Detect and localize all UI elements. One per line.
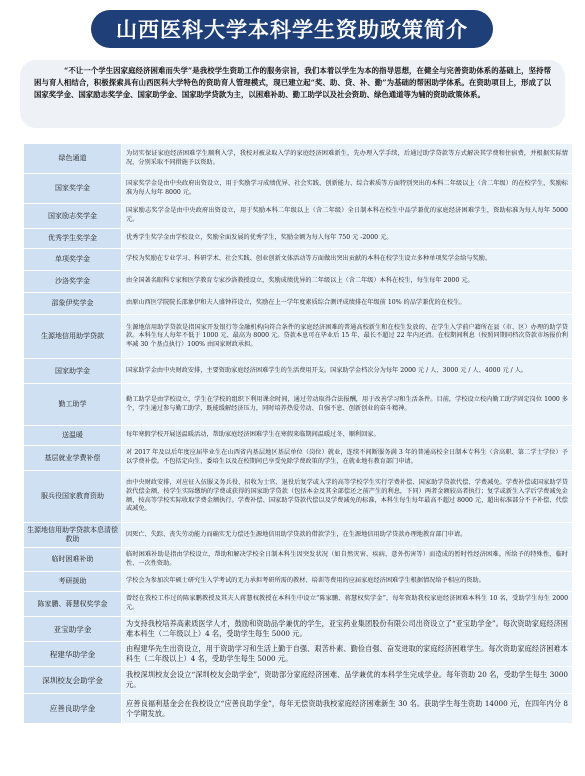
policy-row <box>24 667 572 694</box>
policy-description: 由原山西医学院院长邵象伊和夫人盛钟祥设立，奖励在上一学年度素质综合测评成绩排在年级前 10% 的品学兼优的在校生。 <box>122 293 572 314</box>
policy-row <box>24 144 572 174</box>
policy-name: 亚宝助学金 <box>24 617 122 641</box>
policy-row <box>24 426 572 446</box>
policy-name: 应善良助学金 <box>24 694 122 723</box>
policy-description: 为支持我校培养高素质医学人才，鼓励和资助品学兼优的学生，亚宝药业集团股份有限公司出资设立了“亚宝助学金”。每次资助家庭经济困难本科生（二年级以上）4 名，受助学生每生 5000 元。 <box>122 617 572 641</box>
policy-name: 服兵役国家教育资助 <box>24 471 122 522</box>
policy-description: 学校会为参加次年硕士研究生入学考试的无力承担考研所需的教材、培训等费用的应届家庭经济困难学生根据情况给予相应的资助。 <box>122 572 572 591</box>
policy-description: 由全国著名眼科专家和医学教育专家沙洛教授设立，奖励成绩优异的二年级以上（含二年级）本科在校生，每生每年 2000 元。 <box>122 271 572 292</box>
policy-description: 学校为奖励在专业学习、科研学术、社会实践、创业创新文体活动等方面做出突出贡献的本科在校学生设立多种单项奖学金给与奖励。 <box>122 249 572 270</box>
policy-description: 因死亡、失踪、丧失劳动能力而确实无力偿还生源地信用助学贷款的借款学生，在生源地信用助学贷款办理地教育部门申请。 <box>122 523 572 547</box>
intro-paragraph: “不让一个学生因家庭经济困难而失学”是我校学生资助工作的服务宗旨，我们本着以学生为本的指导思想，在健全与完善资助体系的基础上，坚持帮困与育人相结合，积极探索具有山西医科大学特色的资助育人管理模式，现已建立起“奖、助、贷、补、勤”为基础的帮困助学体系。在资助项目上，形成了以国家奖学金、国家励志奖学金、国家助学金、国家助学贷款为主，以困难补助、勤工助学以及社会资助、绿色通道等为辅的资助政策体系。 <box>20 60 565 128</box>
policy-description: 生源地信用助学贷款是指国家开发银行等金融机构向符合条件的家庭经济困难的普通高校新生和在校生发放的、在学生入学前户籍所在县（市、区）办理的助学贷款。本科生每人每年不低于 1000 元、最高为 8000 元。贷款本息可在毕业后 15 年、最长不超过 22 年内还清。在校期间利息（按照同期同档次贷款市场报价利率减 30 个基点执行）100% 由国家财政承担。 <box>122 315 572 358</box>
policy-description: 我校深圳校友会设立“深圳校友会助学金”，资助部分家庭经济困难、品学兼优的本科学生完成学业。每年资助 20 名，受助学生每生 3000 元。 <box>122 667 572 693</box>
policy-row <box>24 384 572 426</box>
policy-description: 每年寒假学校开展送温暖活动，帮助家庭经济困难学生在寒假来临期间温暖过冬、顺利回家。 <box>122 426 572 445</box>
policy-description: 由程建华先生出资设立，用于资助学习和生活上勤于自强、艰苦朴素、勤俭自强、奋发进取的家庭经济困难学生。每次资助家庭经济困难本科生（二年级以上）4 名，受助学生每生 5000 元。 <box>122 642 572 666</box>
policy-name: 勤工助学 <box>24 384 122 425</box>
policy-name: 国家奖学金 <box>24 174 122 203</box>
policy-name: 国家助学金 <box>24 359 122 383</box>
policy-name: 优秀学生奖学金 <box>24 229 122 248</box>
policy-row <box>24 642 572 667</box>
policy-name: 送温暖 <box>24 426 122 445</box>
policy-description: 为切实保证家庭经济困难学生顺利入学，我校对被录取入学的家庭经济困难新生，先办理入学手续，后通过助学贷款等方式解决其学费和住宿费，并根据实际情况，分别采取不同措施予以资助。 <box>122 144 572 173</box>
policy-row <box>24 471 572 523</box>
policy-row <box>24 293 572 315</box>
policy-row <box>24 523 572 548</box>
policy-row <box>24 204 572 229</box>
policy-description: 国家奖学金是由中央政府出资设立，用于奖励学习成绩优异、社会实践、创新能力、综合素质等方面特别突出的本科二年级以上（含二年级）的在校学生，奖励标准为每人每年 8000 元。 <box>122 174 572 203</box>
policy-name: 绿色通道 <box>24 144 122 173</box>
policy-name: 邵象伊奖学金 <box>24 293 122 314</box>
policy-name: 考研援助 <box>24 572 122 591</box>
policy-description: 优秀学生奖学金由学校设立，奖励全面发展的优秀学生，奖励金额为每人每年 750 元 -2000 元。 <box>122 229 572 248</box>
policy-row <box>24 617 572 642</box>
policy-name: 生源地信用助学贷款本息清偿救助 <box>24 523 122 547</box>
policy-name: 国家励志奖学金 <box>24 204 122 228</box>
policy-name: 沙洛奖学金 <box>24 271 122 292</box>
policy-description: 对 2017 年及以后年度应届毕业生在山西省内基层地区基层单位（岗位）就业，连续不间断服务满 3 年的普通高校全日制本专科生（含高职、第二学士学位）予以学费补偿。不包括定向生、委培生以及在校期间已享受免除学费政策的学生，在就业地有教育部门申请。 <box>122 446 572 470</box>
policy-description: 国家励志奖学金是由中央政府出资设立，用于奖励本科二年级以上（含二年级）全日制本科在校生中品学兼优的家庭经济困难学生，资助标准为每人每年 5000 元。 <box>122 204 572 228</box>
policy-row <box>24 592 572 617</box>
policy-row <box>24 315 572 359</box>
policy-row <box>24 271 572 293</box>
policy-row <box>24 446 572 471</box>
policy-name: 临时困难补助 <box>24 548 122 571</box>
policy-name: 程建华助学金 <box>24 642 122 666</box>
policy-name: 基层就业学费补偿 <box>24 446 122 470</box>
policy-description: 临时困难补助是指由学校设立，帮助和解决学校全日制本科生因突发状况（如自然灾害、疾病、意外伤害等）而造成的暂时性经济困难。所给予的特殊性、临时性、一次性资助。 <box>122 548 572 571</box>
policy-description: 由中央财政安排，对应征入伍服义务兵役、招收为士官、退役后复学或入学的高等学校学生实行学费补偿、国家助学贷款代偿、学费减免。学费补偿或国家助学贷款代偿金额，按学生实际缴纳的学费或获得的国家助学贷款（包括本金及其全部偿还之前产生的利息，下同）两者金额较高者执行；复学或新生入学后学费减免金额，按高等学校实际收取学费金额执行。学费补偿、国家助学贷款代偿以及学费减免的标准，本科生每生每年最高不超过 8000 元，超出标准部分不予补偿、代偿或减免。 <box>122 471 572 522</box>
policy-row <box>24 572 572 592</box>
policy-description: 勤工助学是由学校设立，学生在学校的组织下利用课余时间，通过劳动取得合法报酬，用于改善学习和生活条件。目前，学校设立校内勤工助学固定岗位 1000 多个，学生通过参与勤工助学，既能缓解经济压力，同时培养热爱劳动、自强不息、创新创业的奋斗精神。 <box>122 384 572 425</box>
policy-row <box>24 249 572 271</box>
policy-row <box>24 174 572 204</box>
policy-description: 国家助学金由中央财政安排，主要资助家庭经济困难学生的生活费用开支。国家助学金档次分为每年 2000 元 / 人、3000 元 / 人、4000 元 / 人。 <box>122 359 572 383</box>
page-title: 山西医科大学本科学生资助政策简介 <box>91 10 493 48</box>
policy-description: 曾经在我校工作过的陈家鹏教授及其夫人蒋慧权教授在本科生中设立“陈家鹏、蒋慧权奖学金”，每年资助我校家庭经济困难本科生 10 名，受助学生每生 2000 元。 <box>122 592 572 616</box>
policy-name: 单项奖学金 <box>24 249 122 270</box>
policy-name: 深圳校友会助学金 <box>24 667 122 693</box>
policy-row <box>24 229 572 249</box>
policy-table <box>24 144 572 724</box>
policy-row <box>24 694 572 724</box>
policy-name: 陈家鹏、蒋慧权奖学金 <box>24 592 122 616</box>
policy-name: 生源地信用助学贷款 <box>24 315 122 358</box>
policy-row <box>24 548 572 572</box>
policy-row <box>24 359 572 384</box>
policy-description: 应善良福利基金会在我校设立“应善良助学金”，每年无偿资助我校家庭经济困难新生 30 名。获助学生每生资助 14000 元，在四年内分 8 个学期发放。 <box>122 694 572 723</box>
